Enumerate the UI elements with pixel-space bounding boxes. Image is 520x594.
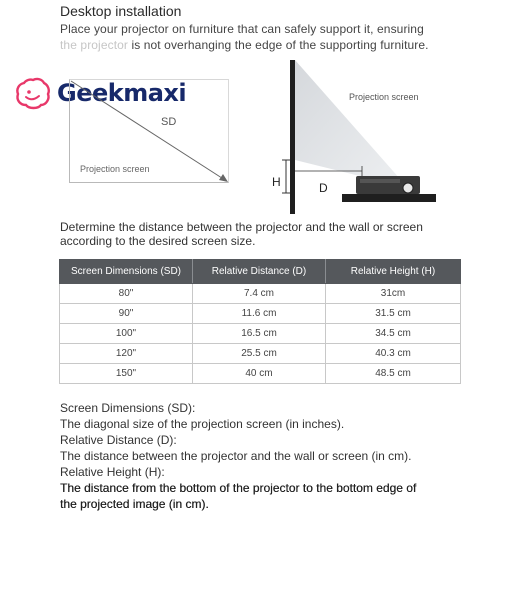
height-label: H [272,175,281,189]
cell-distance: 40 cm [193,364,326,384]
sd-label: SD [161,116,177,128]
dimensions-table [59,259,461,384]
cell-distance: 7.4 cm [193,284,326,304]
table-row [60,344,461,364]
intro-faded-text: the projector [60,38,129,52]
screen-label-left: Projection screen [80,164,150,174]
cell-distance: 16.5 cm [193,324,326,344]
table-row [60,324,461,344]
intro-line-2 [60,38,429,52]
table-row [60,284,461,304]
note-h-title: Relative Height (H): [60,465,165,479]
cell-sd: 90" [60,304,193,324]
header-screen-dimensions: Screen Dimensions (SD) [60,260,193,284]
cell-sd: 80" [60,284,193,304]
note-d-title: Relative Distance (D): [60,433,177,447]
cell-height: 48.5 cm [326,364,461,384]
screen-label-right: Projection screen [349,92,419,102]
cell-height: 34.5 cm [326,324,461,344]
cell-distance: 11.6 cm [193,304,326,324]
section-heading: Desktop installation [60,3,182,19]
description-line-1: Determine the distance between the projector and the wall or screen [60,220,423,234]
table-row [60,364,461,384]
note-h-text-2: the projected image (in cm). [60,497,209,511]
intro-line-1: Place your projector on furniture that can safely support it, ensuring [60,22,424,36]
cell-sd: 100" [60,324,193,344]
note-d-text: The distance between the projector and the wall or screen (in cm). [60,449,412,463]
cell-height: 31cm [326,284,461,304]
brand-name: Geekmaxi [57,79,187,107]
cell-sd: 150" [60,364,193,384]
description-line-2: according to the desired screen size. [60,234,256,248]
brand-mark-icon [15,76,51,110]
table-header-row [60,260,461,284]
cell-distance: 25.5 cm [193,344,326,364]
cell-sd: 120" [60,344,193,364]
header-relative-distance: Relative Distance (D) [193,260,326,284]
notes-block [60,400,416,512]
note-sd-title: Screen Dimensions (SD): [60,401,196,415]
projection-side-diagram [262,58,442,218]
cell-height: 40.3 cm [326,344,461,364]
table-row [60,304,461,324]
note-sd-text: The diagonal size of the projection screen (in inches). [60,417,345,431]
distance-label: D [319,181,328,195]
note-h-text-1: The distance from the bottom of the projector to the bottom edge of [60,481,417,495]
intro-line-2-text: is not overhanging the edge of the supporting furniture. [128,38,429,52]
header-relative-height: Relative Height (H) [326,260,461,284]
cell-height: 31.5 cm [326,304,461,324]
